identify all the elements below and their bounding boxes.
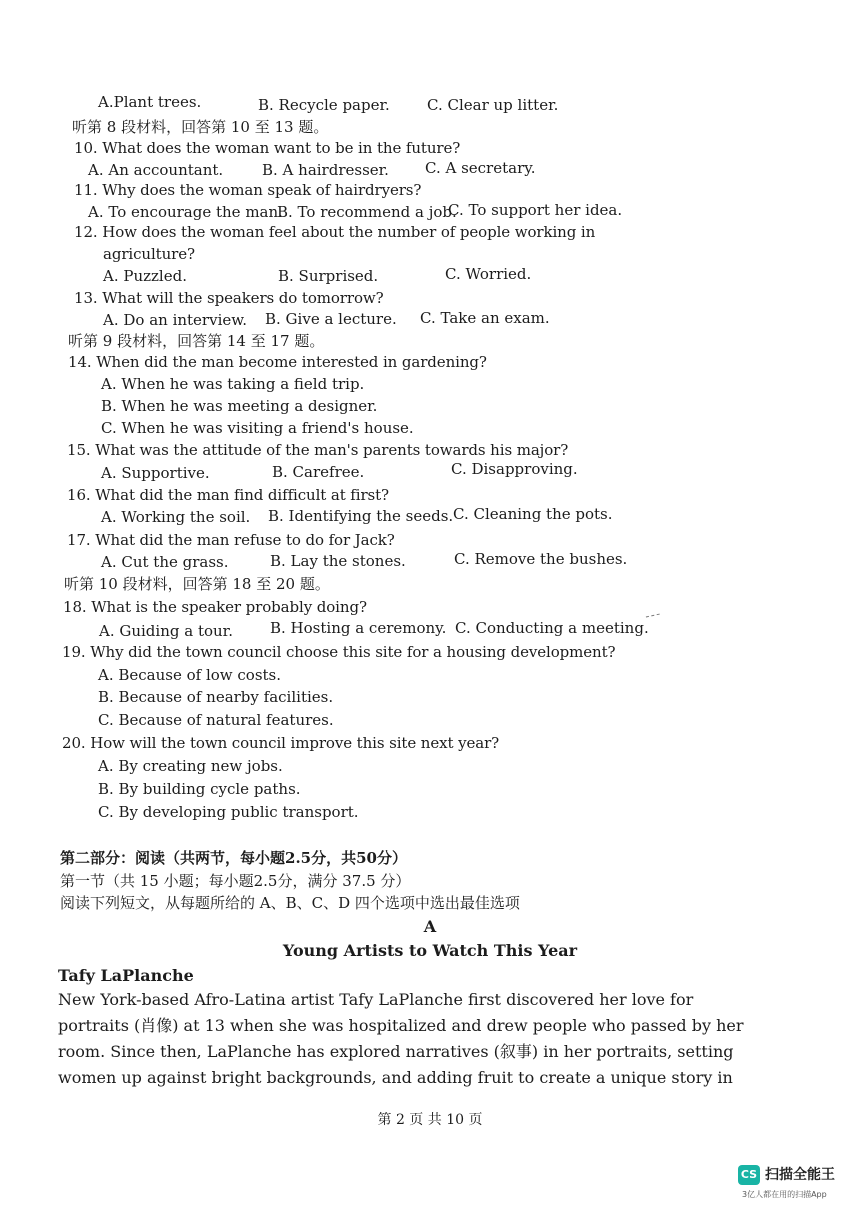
q9-option-a: A.Plant trees. [98,93,202,111]
q15-option-a: A. Supportive. [101,464,210,482]
paragraph-line: New York-based Afro-Latina artist Tafy LaPlanche first discovered her love for [58,990,694,1009]
q19-option-b: B. Because of nearby facilities. [98,688,334,706]
q12-option-a: A. Puzzled. [103,267,187,285]
q10-option-a: A. An accountant. [88,161,224,179]
q19-option-c: C. Because of natural features. [98,711,334,729]
q9-option-c: C. Clear up litter. [427,96,559,114]
q18-stem: 18. What is the speaker probably doing? [63,598,367,616]
q11-option-a: A. To encourage the man. [88,203,283,221]
passage-title: Young Artists to Watch This Year [282,941,578,960]
cs-logo-icon: CS [738,1165,760,1185]
scanner-app-name: 扫描全能王 [765,1167,835,1183]
q13-stem: 13. What will the speakers do tomorrow? [74,289,384,307]
q20-option-c: C. By developing public transport. [98,803,359,821]
q12-option-c: C. Worried. [445,265,532,283]
q17-stem: 17. What did the man refuse to do for Jack? [67,531,395,549]
section-10-instruction: 听第 10 段材料，回答第 18 至 20 题。 [64,575,330,593]
passage-paragraph [58,987,744,1091]
q14-option-b: B. When he was meeting a designer. [101,397,378,415]
q13-option-a: A. Do an interview. [103,311,248,329]
q15-option-b: B. Carefree. [272,463,365,481]
page-footer: 第 2 页 共 10 页 [377,1112,483,1128]
q16-option-b: B. Identifying the seeds. [268,507,454,525]
q14-stem: 14. When did the man become interested in gardening? [68,353,487,371]
paragraph-line: women up against bright backgrounds, and adding fruit to create a unique story in [58,1068,733,1087]
q15-option-c: C. Disapproving. [451,460,578,478]
paragraph-line: room. Since then, LaPlanche has explored narratives (叙事) in her portraits, setting [58,1042,734,1061]
q18-option-a: A. Guiding a tour. [99,622,233,640]
part-two-heading: 第二部分：阅读（共两节，每小题2.5分，共50分） [60,849,407,867]
q20-option-b: B. By building cycle paths. [98,780,301,798]
reading-instruction: 阅读下列短文，从每题所给的 A、B、C、D 四个选项中选出最佳选项 [60,894,520,912]
q17-option-b: B. Lay the stones. [270,552,406,570]
q19-stem: 19. Why did the town council choose this site for a housing development? [62,643,616,661]
q13-option-b: B. Give a lecture. [265,310,397,328]
q17-option-c: C. Remove the bushes. [454,550,628,568]
q16-stem: 16. What did the man find difficult at first? [67,486,389,504]
scan-mark [646,614,660,620]
section-one-heading: 第一节（共 15 小题；每小题2.5分，满分 37.5 分） [60,872,411,890]
paragraph-line: portraits (肖像) at 13 when she was hospitalized and drew people who passed by her [58,1016,744,1035]
q11-stem: 11. Why does the woman speak of hairdryers? [74,181,422,199]
passage-letter: A [423,917,437,936]
q12-stem-continued: agriculture? [103,245,195,263]
q9-option-b: B. Recycle paper. [258,96,390,114]
artist-name-heading: Tafy LaPlanche [58,966,194,985]
scanner-tagline: 3亿人都在用的扫描App [742,1190,827,1199]
q17-option-a: A. Cut the grass. [101,553,229,571]
q10-stem: 10. What does the woman want to be in the future? [74,139,461,157]
q15-stem: 15. What was the attitude of the man's parents towards his major? [67,441,569,459]
q18-option-b: B. Hosting a ceremony. [270,619,447,637]
q11-option-b: B. To recommend a job. [277,203,457,221]
section-8-instruction: 听第 8 段材料，回答第 10 至 13 题。 [72,118,329,136]
q16-option-a: A. Working the soil. [101,508,251,526]
q20-option-a: A. By creating new jobs. [98,757,283,775]
section-9-instruction: 听第 9 段材料，回答第 14 至 17 题。 [68,332,325,350]
q16-option-c: C. Cleaning the pots. [453,505,613,523]
q10-option-b: B. A hairdresser. [262,161,389,179]
q10-option-c: C. A secretary. [425,159,536,177]
q12-stem: 12. How does the woman feel about the number of people working in [74,223,596,241]
q11-option-c: C. To support her idea. [448,201,623,219]
q14-option-a: A. When he was taking a field trip. [101,375,365,393]
q18-option-c: C. Conducting a meeting. [455,619,649,637]
q13-option-c: C. Take an exam. [420,309,550,327]
q14-option-c: C. When he was visiting a friend's house. [101,419,414,437]
scanner-watermark [738,1163,848,1203]
q12-option-b: B. Surprised. [278,267,379,285]
q19-option-a: A. Because of low costs. [98,666,282,684]
q20-stem: 20. How will the town council improve this site next year? [62,734,500,752]
